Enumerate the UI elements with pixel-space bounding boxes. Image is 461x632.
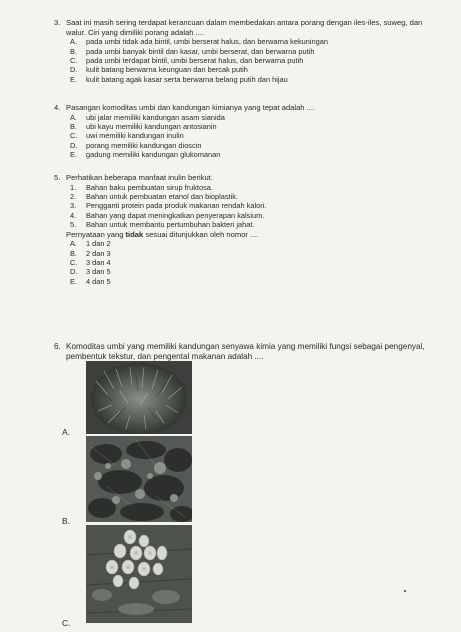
question-5 xyxy=(54,173,438,286)
question-text: Komoditas umbi yang memiliki kandungan senyawa kimia yang memiliki fungsi sebagai pengenyal, pembentuk tekstur, dan pengental makanan adalah .... xyxy=(66,342,425,361)
option-e[interactable] xyxy=(66,150,438,159)
option-label: E. xyxy=(70,276,77,286)
option-text: gadung memiliki kandungan glukomanan xyxy=(86,150,221,160)
rough-dark-tuber-photo[interactable] xyxy=(86,436,192,522)
option-text: uwi memiliki kandungan inulin xyxy=(86,131,184,141)
option-d[interactable] xyxy=(66,267,438,276)
option-label: D. xyxy=(70,65,78,75)
question-text: Perhatikan beberapa manfaat inulin berikut. xyxy=(66,173,213,182)
statement-text: Pengganti protein pada produk makanan rendah kalori. xyxy=(86,201,267,211)
option-text: 1 dan 2 xyxy=(86,239,111,249)
option-text: 3 dan 4 xyxy=(86,258,111,268)
option-text: ubi jalar memiliki kandungan asam sianida xyxy=(86,112,225,122)
question-3 xyxy=(54,18,438,84)
option-label: E. xyxy=(70,150,77,160)
option-c[interactable] xyxy=(66,131,438,140)
hairy-tuber-photo[interactable] xyxy=(86,361,192,434)
option-text: pada umbi banyak bintil dan kasar, umbi berserat, dan berwarna putih xyxy=(86,46,315,56)
question-text: Pasangan komoditas umbi dan kandungan kimianya yang tepat adalah .... xyxy=(66,103,316,112)
statement-text: Bahan baku pembuatan sirup fruktosa. xyxy=(86,182,213,192)
question-prompt xyxy=(66,230,438,240)
option-text: kulit batang berwarna keunguan dan bercak putih xyxy=(86,65,248,75)
option-label: C. xyxy=(70,258,78,268)
statement-text: Bahan yang dapat meningkatkan penyerapan kalsium. xyxy=(86,210,265,220)
option-c-label[interactable]: C. xyxy=(62,618,71,628)
option-c[interactable] xyxy=(66,258,438,267)
statement-5 xyxy=(66,220,438,229)
option-text: kulit batang agak kasar serta berwarna belang putih dan hijau xyxy=(86,74,288,84)
option-text: 3 dan 5 xyxy=(86,267,111,277)
option-a[interactable] xyxy=(66,239,438,248)
option-label: E. xyxy=(70,74,77,84)
prompt-emphasis: tidak xyxy=(125,229,144,239)
statement-number: 4. xyxy=(70,210,77,220)
option-text: pada umbi terdapat bintil, umbi berserat halus, dan berwarna putih xyxy=(86,56,304,65)
option-c[interactable] xyxy=(66,56,438,65)
question-number: 3. xyxy=(54,18,61,27)
statement-text: Bahan untuk membantu pertumbuhan bakteri jahat. xyxy=(86,220,255,230)
statement-1 xyxy=(66,183,438,192)
option-b[interactable] xyxy=(66,249,438,258)
option-b-label[interactable]: B. xyxy=(62,516,71,526)
option-text: porang memiliki kandungan dioscin xyxy=(86,140,202,150)
option-label: B. xyxy=(70,46,77,56)
option-label: A. xyxy=(70,239,77,249)
option-label: C. xyxy=(70,131,78,141)
option-b[interactable] xyxy=(66,47,438,56)
statement-number: 5. xyxy=(70,220,77,230)
statement-4 xyxy=(66,211,438,220)
option-e[interactable] xyxy=(66,75,438,84)
option-text: pada umbi tidak ada bintil, umbi berserat halus, dan berwarna kekuningan xyxy=(86,37,328,47)
option-a[interactable] xyxy=(66,113,438,122)
statement-text: Bahan untuk pembuatan etanol dan bioplastik. xyxy=(86,192,239,201)
question-number: 5. xyxy=(54,173,61,182)
option-label: D. xyxy=(70,267,78,277)
option-e[interactable] xyxy=(66,277,438,286)
option-text: ubi kayu memiliki kandungan antosianin xyxy=(86,122,217,131)
statement-number: 1. xyxy=(70,182,77,192)
option-d[interactable] xyxy=(66,65,438,74)
question-number: 4. xyxy=(54,103,61,112)
option-label: C. xyxy=(70,56,78,65)
question-4 xyxy=(54,103,438,160)
prompt-text: sesuai ditunjukkan oleh nomor .... xyxy=(143,229,259,239)
option-b[interactable] xyxy=(66,122,438,131)
option-label: D. xyxy=(70,140,78,150)
option-label: B. xyxy=(70,122,77,131)
statement-number: 3. xyxy=(70,201,77,211)
option-label: A. xyxy=(70,112,77,122)
stray-mark xyxy=(404,590,406,592)
option-label: A. xyxy=(70,37,77,47)
statement-number: 2. xyxy=(70,192,77,201)
option-text: 4 dan 5 xyxy=(86,276,111,286)
option-label: B. xyxy=(70,248,77,258)
question-text: Saat ini masih sering terdapat kerancuan dalam membedakan antara porang dengan iles-iles, suweg, dan walur. Ciri yang dimiliki porang adalah .... xyxy=(66,18,423,37)
question-6 xyxy=(54,342,434,362)
question-number: 6. xyxy=(54,342,61,351)
option-d[interactable] xyxy=(66,141,438,150)
option-text: 2 dan 3 xyxy=(86,248,111,258)
statement-2 xyxy=(66,192,438,201)
tuber-slices-photo[interactable] xyxy=(86,525,192,623)
statement-3 xyxy=(66,201,438,210)
prompt-text: Pernyataan yang xyxy=(66,229,126,239)
option-a[interactable] xyxy=(66,37,438,46)
option-a-label[interactable]: A. xyxy=(62,427,71,437)
